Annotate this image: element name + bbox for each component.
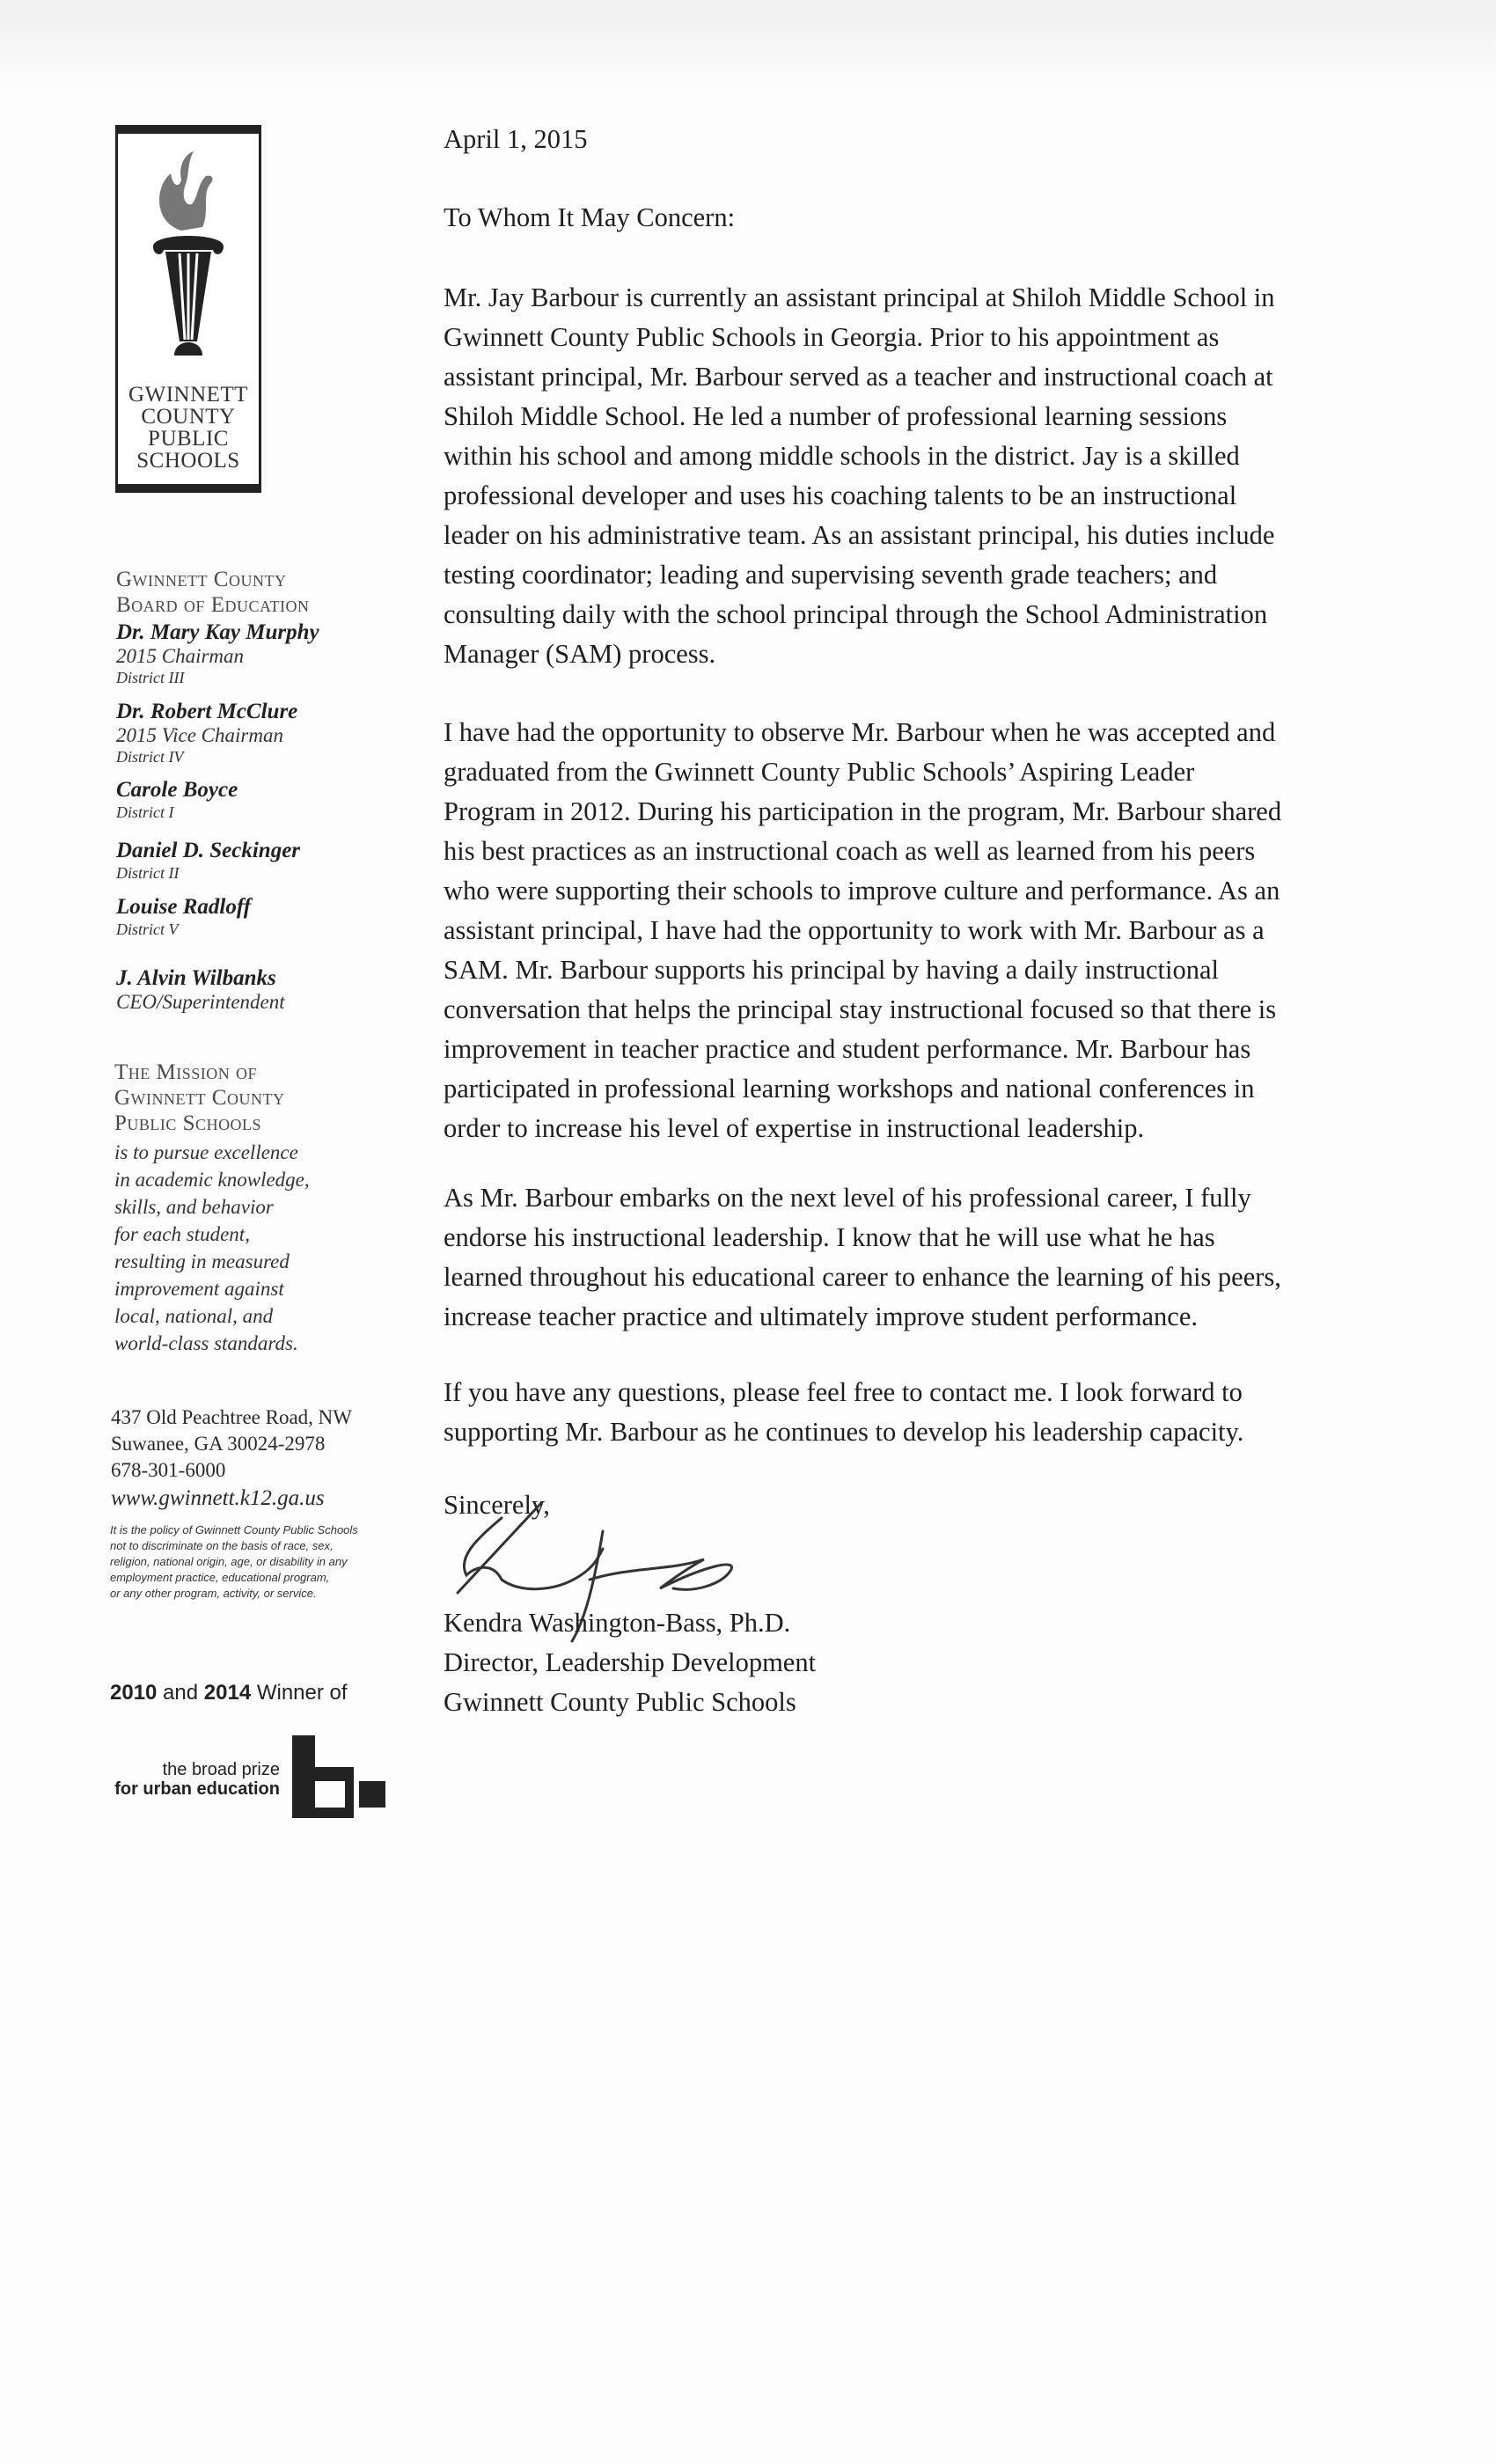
- text-line: It is the policy of Gwinnett County Public Schools: [110, 1523, 358, 1536]
- salutation: To Whom It May Concern:: [444, 202, 736, 232]
- gcps-logo: [115, 125, 261, 493]
- text-line: professional developer and uses his coaching talents to be an instructional: [444, 480, 1237, 510]
- text-line: who were supporting their schools to improve culture and performance. As an: [444, 876, 1280, 906]
- paragraph-2: [444, 713, 1281, 1148]
- text-line: Manager (SAM) process.: [444, 639, 716, 669]
- winner-and: and: [157, 1681, 204, 1705]
- letter-date: April 1, 2015: [444, 124, 588, 154]
- logo-line: SCHOOLS: [136, 449, 240, 473]
- text-line: or any other program, activity, or service.: [110, 1587, 317, 1600]
- broad-prize-line: the broad prize: [162, 1760, 280, 1779]
- board-heading: [116, 567, 309, 618]
- broad-prize-winner-text: [110, 1681, 348, 1705]
- text-line: order to increase his level of expertise in instructional leadership.: [444, 1113, 1145, 1143]
- member-district: District III: [116, 669, 185, 686]
- board-member: [116, 895, 251, 939]
- text-line: I have had the opportunity to observe Mr. Barbour when he was accepted and: [444, 717, 1276, 747]
- board-heading-line: Gwinnett County: [116, 568, 287, 591]
- text-line: supporting Mr. Barbour as he continues to develop his leadership capacity.: [444, 1417, 1244, 1447]
- member-district: District I: [116, 803, 174, 821]
- text-line: skills, and behavior: [114, 1196, 274, 1218]
- text-line: consulting daily with the school principal through the School Administration: [444, 599, 1268, 629]
- mission-heading-line: The Mission of: [114, 1060, 258, 1084]
- mission-heading-line: Gwinnett County: [114, 1086, 285, 1110]
- text-line: testing coordinator; leading and supervising seventh grade teachers; and: [444, 560, 1218, 590]
- signer-block: [444, 1603, 816, 1722]
- text-line: in academic knowledge,: [114, 1169, 310, 1191]
- superintendent: [116, 966, 285, 1014]
- logo-line: COUNTY: [141, 405, 236, 429]
- signer-title: Director, Leadership Development: [444, 1647, 817, 1677]
- text-line: graduated from the Gwinnett County Public Schools’ Aspiring Leader: [444, 757, 1195, 787]
- text-line: improvement in teacher practice and student performance. Mr. Barbour has: [444, 1034, 1251, 1064]
- text-line: Gwinnett County Public Schools in Georgia. Prior to his appointment as: [444, 322, 1220, 352]
- member-title: 2015 Chairman: [116, 645, 245, 667]
- member-name: Dr. Mary Kay Murphy: [116, 620, 319, 644]
- superintendent-title: CEO/Superintendent: [116, 991, 285, 1013]
- text-line: leader on his administrative team. As an assistant principal, his duties include: [444, 520, 1275, 550]
- text-line: local, national, and: [114, 1305, 274, 1327]
- paragraph-4: [444, 1373, 1243, 1452]
- nondiscrimination-policy: [110, 1522, 358, 1602]
- scan-shading: [0, 0, 1496, 97]
- address-line: 437 Old Peachtree Road, NW: [111, 1406, 353, 1428]
- superintendent-name: J. Alvin Wilbanks: [116, 966, 276, 990]
- text-line: resulting in measured: [114, 1250, 290, 1272]
- winner-year: 2010: [110, 1681, 158, 1705]
- paragraph-1: [444, 278, 1275, 674]
- text-line: endorse his instructional leadership. I know that he will use what he has: [444, 1222, 1215, 1252]
- member-name: Carole Boyce: [116, 778, 238, 802]
- paragraph-3: [444, 1178, 1281, 1337]
- broad-prize-text: [106, 1760, 280, 1799]
- board-member: [116, 620, 319, 687]
- phone-number: 678-301-6000: [111, 1459, 226, 1481]
- mission-heading-line: Public Schools: [114, 1111, 262, 1135]
- text-line: Mr. Jay Barbour is currently an assistant principal at Shiloh Middle School in: [444, 282, 1275, 312]
- member-name: Dr. Robert McClure: [116, 700, 298, 723]
- member-title: 2015 Vice Chairman: [116, 724, 283, 746]
- member-district: District IV: [116, 748, 184, 766]
- text-line: assistant principal, Mr. Barbour served as a teacher and instructional coach at: [444, 362, 1273, 392]
- signer-organization: Gwinnett County Public Schools: [444, 1687, 796, 1717]
- text-line: increase teacher practice and ultimately improve student performance.: [444, 1302, 1198, 1331]
- closing: Sincerely,: [444, 1490, 550, 1520]
- mission-text: [114, 1139, 310, 1357]
- text-line: As Mr. Barbour embarks on the next level of his professional career, I fully: [444, 1183, 1251, 1213]
- logo-wordmark: [118, 384, 259, 472]
- member-district: District II: [116, 864, 180, 882]
- member-district: District V: [116, 920, 179, 938]
- website-link[interactable]: www.gwinnett.k12.ga.us: [111, 1486, 325, 1510]
- text-line: Program in 2012. During his participation in the program, Mr. Barbour shared: [444, 796, 1282, 826]
- text-line: employment practice, educational program,: [110, 1571, 330, 1584]
- signer-name: Kendra Washington-Bass, Ph.D.: [444, 1608, 791, 1638]
- board-member: [116, 700, 297, 766]
- address-block: [111, 1404, 352, 1512]
- mission-heading: [114, 1060, 284, 1136]
- broad-prize-line: for urban education: [114, 1779, 280, 1799]
- text-line: conversation that helps the principal stay instructional focused so that there is: [444, 994, 1277, 1024]
- text-line: is to pursue excellence: [114, 1141, 298, 1163]
- text-line: learned throughout his educational career to enhance the learning of his peers,: [444, 1262, 1281, 1292]
- board-member: [116, 778, 238, 822]
- member-name: Daniel D. Seckinger: [116, 839, 301, 862]
- text-line: participated in professional learning workshops and national conferences in: [444, 1074, 1255, 1104]
- broad-prize-logo-icon: [292, 1735, 391, 1818]
- text-line: SAM. Mr. Barbour supports his principal by having a daily instructional: [444, 955, 1220, 985]
- text-line: If you have any questions, please feel free to contact me. I look forward to: [444, 1377, 1243, 1407]
- text-line: improvement against: [114, 1278, 284, 1300]
- torch-icon: [118, 134, 259, 371]
- logo-line: PUBLIC: [148, 427, 229, 451]
- board-member: [116, 839, 300, 883]
- text-line: for each student,: [114, 1223, 250, 1245]
- text-line: not to discriminate on the basis of race, sex,: [110, 1539, 334, 1552]
- address-line: Suwanee, GA 30024-2978: [111, 1433, 326, 1455]
- text-line: Shiloh Middle School. He led a number of professional learning sessions: [444, 401, 1228, 431]
- text-line: his best practices as an instructional coach as well as learned from his peers: [444, 836, 1256, 866]
- text-line: world-class standards.: [114, 1332, 298, 1354]
- logo-line: GWINNETT: [128, 383, 248, 407]
- winner-year: 2014: [203, 1681, 252, 1705]
- text-line: within his school and among middle schools in the district. Jay is a skilled: [444, 441, 1240, 471]
- text-line: assistant principal, I have had the opportunity to work with Mr. Barbour as a: [444, 915, 1265, 945]
- board-heading-line: Board of Education: [116, 593, 310, 617]
- text-line: religion, national origin, age, or disability in any: [110, 1555, 348, 1568]
- member-name: Louise Radloff: [116, 895, 252, 919]
- winner-text: Winner of: [251, 1681, 348, 1705]
